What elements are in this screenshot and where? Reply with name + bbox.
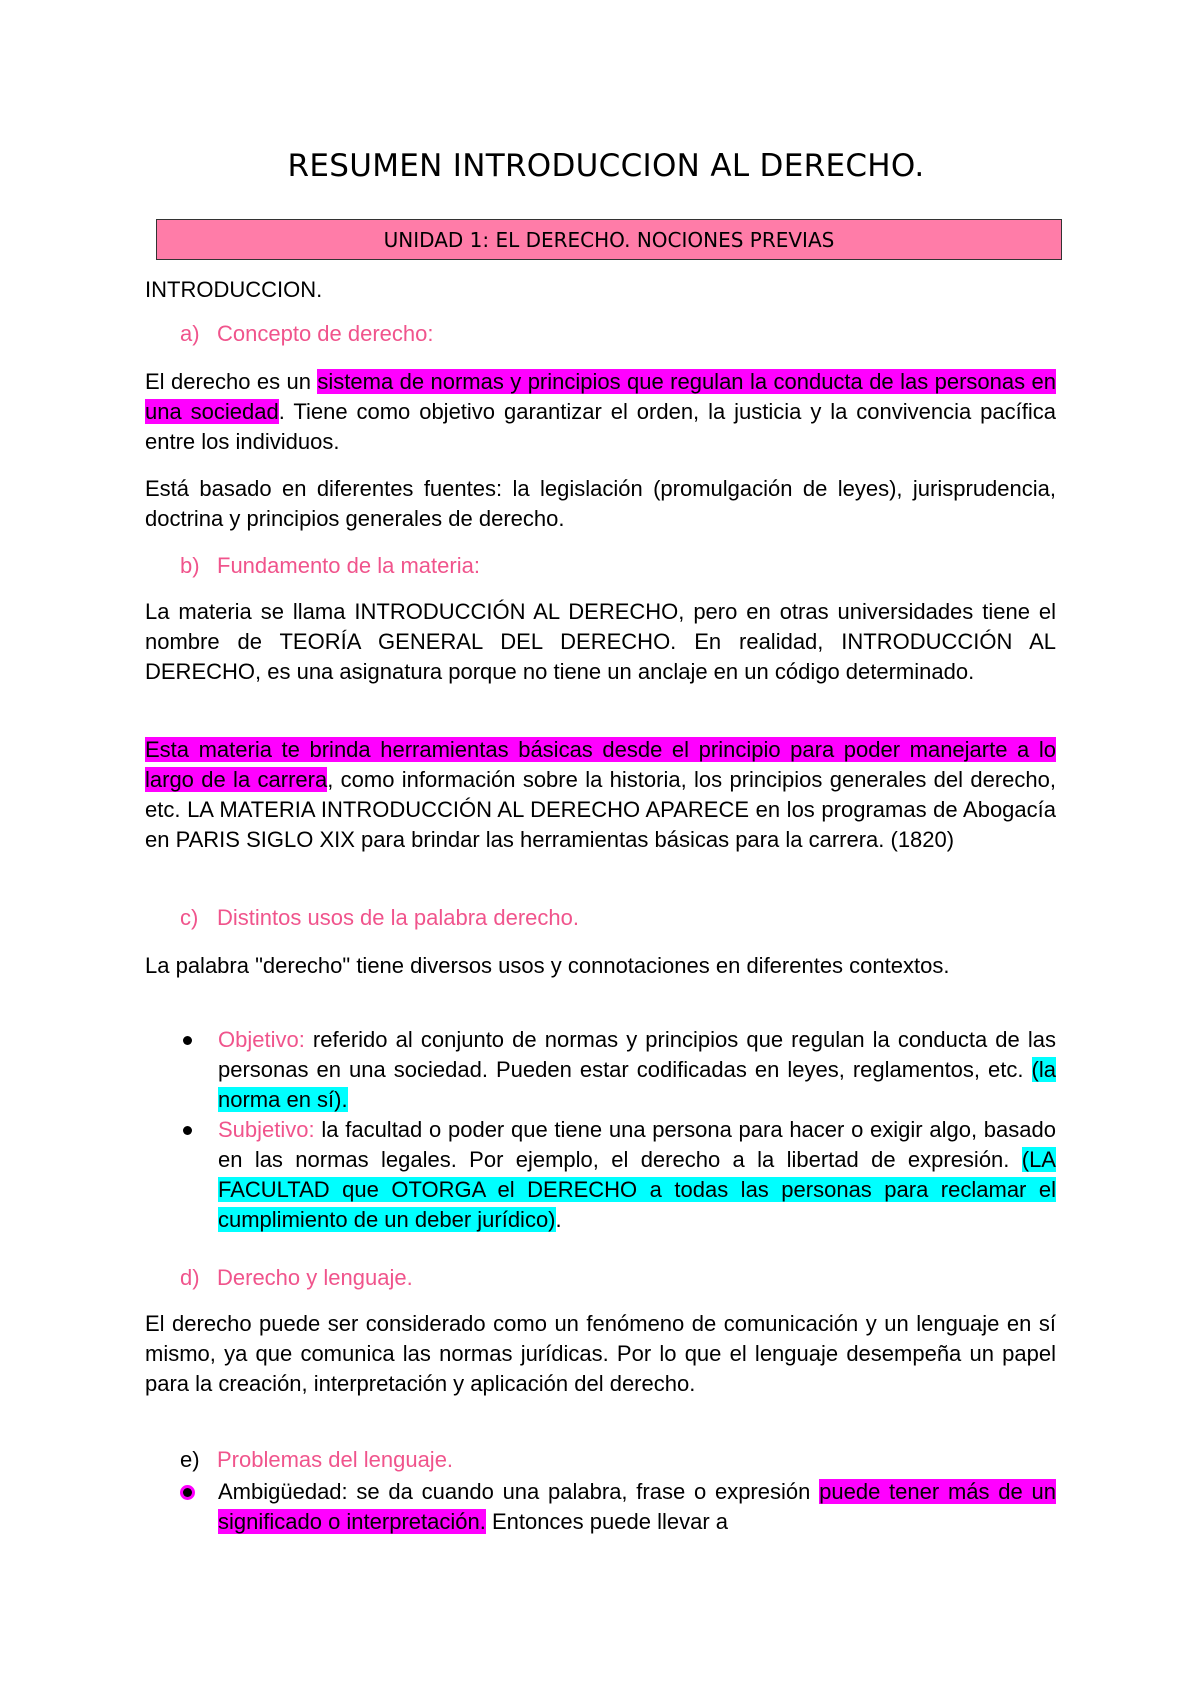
bullet-text: la facultad o poder que tiene una persona para hacer o exigir algo, basado en las normas legales. Por ejemplo, el derecho a la libertad de expresión. xyxy=(218,1117,1056,1172)
unit-heading-box: UNIDAD 1: EL DERECHO. NOCIONES PREVIAS xyxy=(156,219,1062,260)
section-label: b) xyxy=(180,553,200,578)
highlighted-text: (LA FACULTAD que OTORGA el DERECHO a todas las personas para reclamar el cumplimiento de un deber jurídico) xyxy=(218,1147,1056,1232)
bullet-dot xyxy=(183,1036,192,1045)
section-label: c) xyxy=(180,905,199,930)
bullet-text: . xyxy=(555,1207,562,1232)
paragraph-concepto xyxy=(145,367,1056,457)
bullet-text: Entonces puede llevar a xyxy=(485,1509,728,1534)
bullet-text: referido al conjunto de normas y principios que regulan la conducta de las personas en una sociedad. Pueden estar codificadas en leyes, reglamentos, etc. xyxy=(218,1027,1056,1082)
highlighted-text: sistema de normas y principios que regulan la conducta de las personas en una sociedad xyxy=(145,369,1056,424)
bullet-term: Subjetivo: xyxy=(218,1117,315,1142)
bullet-list-problemas xyxy=(145,1477,1056,1537)
bullet-dot xyxy=(183,1488,192,1497)
section-title: Distintos usos de la palabra derecho. xyxy=(217,905,579,930)
paragraph-usos: La palabra "derecho" tiene diversos usos y connotaciones en diferentes contextos. xyxy=(145,953,950,978)
section-title: Fundamento de la materia: xyxy=(217,553,480,578)
paragraph-fuentes: Está basado en diferentes fuentes: la legislación (promulgación de leyes), jurisprudencia, doctrina y principios generales de derecho. xyxy=(145,476,1056,531)
paragraph-text: . Tiene como objetivo garantizar el orden, la justicia y la convivencia pacífica entre los individuos. xyxy=(145,399,1056,454)
bullet-list-usos xyxy=(145,1025,1056,1235)
highlighted-text: puede tener más de un significado o interpretación. xyxy=(218,1479,1056,1534)
list-item xyxy=(145,1477,1056,1537)
highlighted-text: (la norma en sí). xyxy=(218,1057,1056,1112)
paragraph-text: , como información sobre la historia, los principios generales del derecho, etc. LA MATERIA INTRODUCCIÓN AL DERECHO APARECE en los programas de Abogacía en PARIS SIGLO XIX para brindar las herramientas básicas para la carrera. (1820) xyxy=(145,767,1056,852)
document-title: RESUMEN INTRODUCCION AL DERECHO. xyxy=(287,148,925,184)
bullet-text: Ambigüedad: se da cuando una palabra, frase o expresión xyxy=(218,1479,820,1504)
list-item xyxy=(145,1025,1056,1115)
paragraph-materia: La materia se llama INTRODUCCIÓN AL DERECHO, pero en otras universidades tiene el nombre de TEORÍA GENERAL DEL DERECHO. En realidad, INTRODUCCIÓN AL DERECHO, es una asignatura porque no tiene un anclaje en un código determinado. xyxy=(145,599,1056,684)
section-title: Concepto de derecho: xyxy=(217,321,434,346)
section-heading-a xyxy=(180,321,434,347)
paragraph-herramientas xyxy=(145,735,1056,855)
bullet-dot xyxy=(183,1126,192,1135)
section-title: Derecho y lenguaje. xyxy=(217,1265,413,1290)
bullet-term: Objetivo: xyxy=(218,1027,305,1052)
section-title: Problemas del lenguaje. xyxy=(217,1447,454,1472)
list-item xyxy=(145,1115,1056,1235)
section-heading-b xyxy=(180,553,480,579)
section-heading-e xyxy=(180,1447,453,1473)
section-label: d) xyxy=(180,1265,200,1290)
paragraph-text: El derecho es un xyxy=(145,369,318,394)
section-heading-c xyxy=(180,905,579,931)
section-label: e) xyxy=(180,1447,200,1472)
section-heading-d xyxy=(180,1265,413,1291)
section-label: a) xyxy=(180,321,200,346)
intro-label: INTRODUCCION. xyxy=(145,277,323,302)
paragraph-lenguaje: El derecho puede ser considerado como un fenómeno de comunicación y un lenguaje en sí mismo, ya que comunica las normas jurídicas. Por lo que el lenguaje desempeña un papel para la creación, interpretación y aplicación del derecho. xyxy=(145,1311,1056,1396)
highlighted-text: Esta materia te brinda herramientas básicas desde el principio para poder manejarte a lo largo de la carrera xyxy=(145,737,1056,792)
